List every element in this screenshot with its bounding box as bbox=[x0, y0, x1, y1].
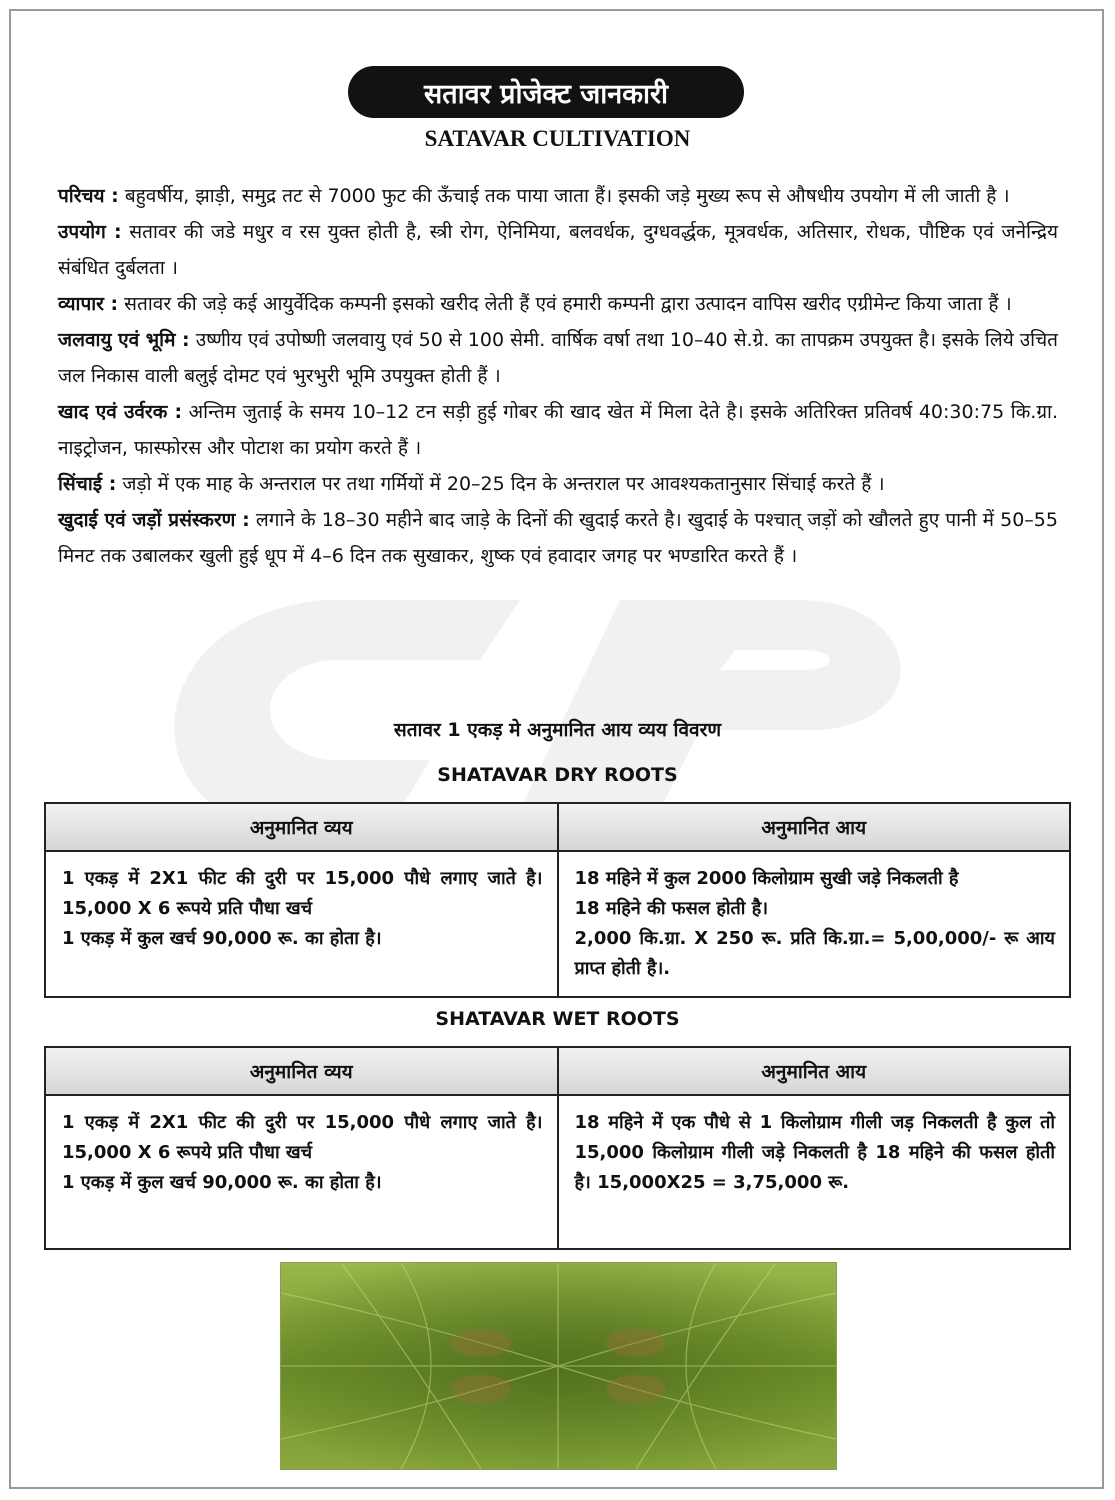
wet-roots-heading: SHATAVAR WET ROOTS bbox=[435, 1008, 680, 1030]
dry-roots-table bbox=[44, 802, 1071, 998]
income-line: 2,000 कि.ग्रा. X 250 रू. प्रति कि.ग्रा.= 5,00,000/- रू आय प्राप्त होती है।. bbox=[574, 928, 1055, 979]
expense-line: 1 एकड़ में 2X1 फीट की दुरी पर 15,000 पौधे लगाए जाते है। 15,000 X 6 रूपये प्रति पौधा खर्च bbox=[62, 1112, 543, 1163]
income-cell bbox=[558, 1095, 1071, 1249]
section-text: अन्तिम जुताई के समय 10–12 टन सड़ी हुई गोबर की खाद खेत में मिला देते है। इसके अतिरिक्त प्रतिवर्ष 40:30:75 कि.ग्रा. नाइट्रोजन, फास्फोरस और पोटाश का प्रयोग करते हैं । bbox=[58, 401, 1059, 459]
section-text: जड़ो में एक माह के अन्तराल पर तथा गर्मियों में 20–25 दिन के अन्तराल पर आवश्यकतानुसार सिंचाई करते हैं । bbox=[116, 473, 885, 495]
col-income-header: अनुमानित आय bbox=[558, 1047, 1071, 1095]
section-label: खाद एवं उर्वरक : bbox=[58, 401, 183, 423]
section-trade bbox=[58, 286, 1058, 322]
section-text: सतावर की जड़े कई आयुर्वेदिक कम्पनी इसको खरीद लेती हैं एवं हमारी कम्पनी द्वारा उत्पादन वापिस खरीद एग्रीमेन्ट किया जाता हैं । bbox=[118, 293, 1012, 315]
section-climate bbox=[58, 322, 1058, 394]
section-text: लगाने के 18–30 महीने बाद जाड़े के दिनों की खुदाई करते है। खुदाई के पश्चात् जड़ों को खौलते हुए पानी में 50–55 मिनट तक उबालकर खुली हुई धूप में 4–6 दिन तक सुखाकर, शुष्क एवं हवादार जगह पर भण्डारित करते हैं । bbox=[58, 509, 1058, 567]
section-usage bbox=[58, 214, 1058, 286]
intro-sections bbox=[58, 178, 1058, 574]
section-label: व्यापार : bbox=[58, 293, 119, 315]
section-label: सिंचाई : bbox=[58, 473, 117, 495]
income-line: 18 महिने की फसल होती है। bbox=[574, 898, 769, 919]
income-line: 18 महिने में कुल 2000 किलोग्राम सुखी जड़े निकलती है bbox=[574, 868, 959, 889]
section-label: परिचय : bbox=[58, 185, 119, 207]
expense-cell bbox=[45, 1095, 558, 1249]
section-fertilizer bbox=[58, 394, 1058, 466]
section-text: उष्णीय एवं उपोष्णी जलवायु एवं 50 से 100 सेमी. वार्षिक वर्षा तथा 10–40 से.ग्रे. का तापक्रम उपयुक्त है। इसके लिये उचित जल निकास वाली बलुई दोमट एवं भुरभुरी भूमि उपयुक्त होती हैं । bbox=[58, 329, 1059, 387]
expense-cell bbox=[45, 851, 558, 997]
dry-roots-heading: SHATAVAR DRY ROOTS bbox=[437, 764, 678, 786]
estimate-heading: सतावर 1 एकड़ मे अनुमानित आय व्यय विवरण bbox=[393, 719, 722, 741]
expense-line: 1 एकड़ में कुल खर्च 90,000 रू. का होता है। bbox=[62, 928, 382, 949]
satavar-plant-photo bbox=[280, 1262, 837, 1470]
section-label: जलवायु एवं भूमि : bbox=[58, 329, 190, 351]
section-text: बहुवर्षीय, झाड़ी, समुद्र तट से 7000 फुट की ऊँचाई तक पाया जाता हैं। इसकी जड़े मुख्य रूप से औषधीय उपयोग में ली जाती है । bbox=[118, 185, 1010, 207]
page-subtitle: SATAVAR CULTIVATION bbox=[424, 126, 691, 151]
section-intro bbox=[58, 178, 1058, 214]
section-label: उपयोग : bbox=[58, 221, 122, 243]
wet-roots-table bbox=[44, 1046, 1071, 1250]
col-income-header: अनुमानित आय bbox=[558, 803, 1071, 851]
income-cell bbox=[558, 851, 1071, 997]
income-line: 18 महिने में एक पौधे से 1 किलोग्राम गीली जड़ निकलती है कुल तो 15,000 किलोग्राम गीली जड़े निकलती है 18 महिने की फसल होती है। 15,000X25 = 3,75,000 रू. bbox=[574, 1112, 1055, 1193]
expense-line: 1 एकड़ में कुल खर्च 90,000 रू. का होता है। bbox=[62, 1172, 382, 1193]
col-expense-header: अनुमानित व्यय bbox=[45, 1047, 558, 1095]
section-label: खुदाई एवं जड़ों प्रसंस्करण : bbox=[58, 509, 250, 531]
section-text: सतावर की जडे मधुर व रस युक्त होती है, स्त्री रोग, ऐनिमिया, बलवर्धक, दुग्धवर्द्धक, मूत्रवर्धक, अतिसार, रोधक, पौष्टिक एवं जनेन्द्रिय संबंधित दुर्बलता । bbox=[58, 221, 1058, 279]
section-irrigation bbox=[58, 466, 1058, 502]
expense-line: 1 एकड़ में 2X1 फीट की दुरी पर 15,000 पौधे लगाए जाते है। 15,000 X 6 रूपये प्रति पौधा खर्च bbox=[62, 868, 543, 919]
page-title: सतावर प्रोजेक्ट जानकारी bbox=[348, 66, 744, 118]
section-harvest bbox=[58, 502, 1058, 574]
col-expense-header: अनुमानित व्यय bbox=[45, 803, 558, 851]
